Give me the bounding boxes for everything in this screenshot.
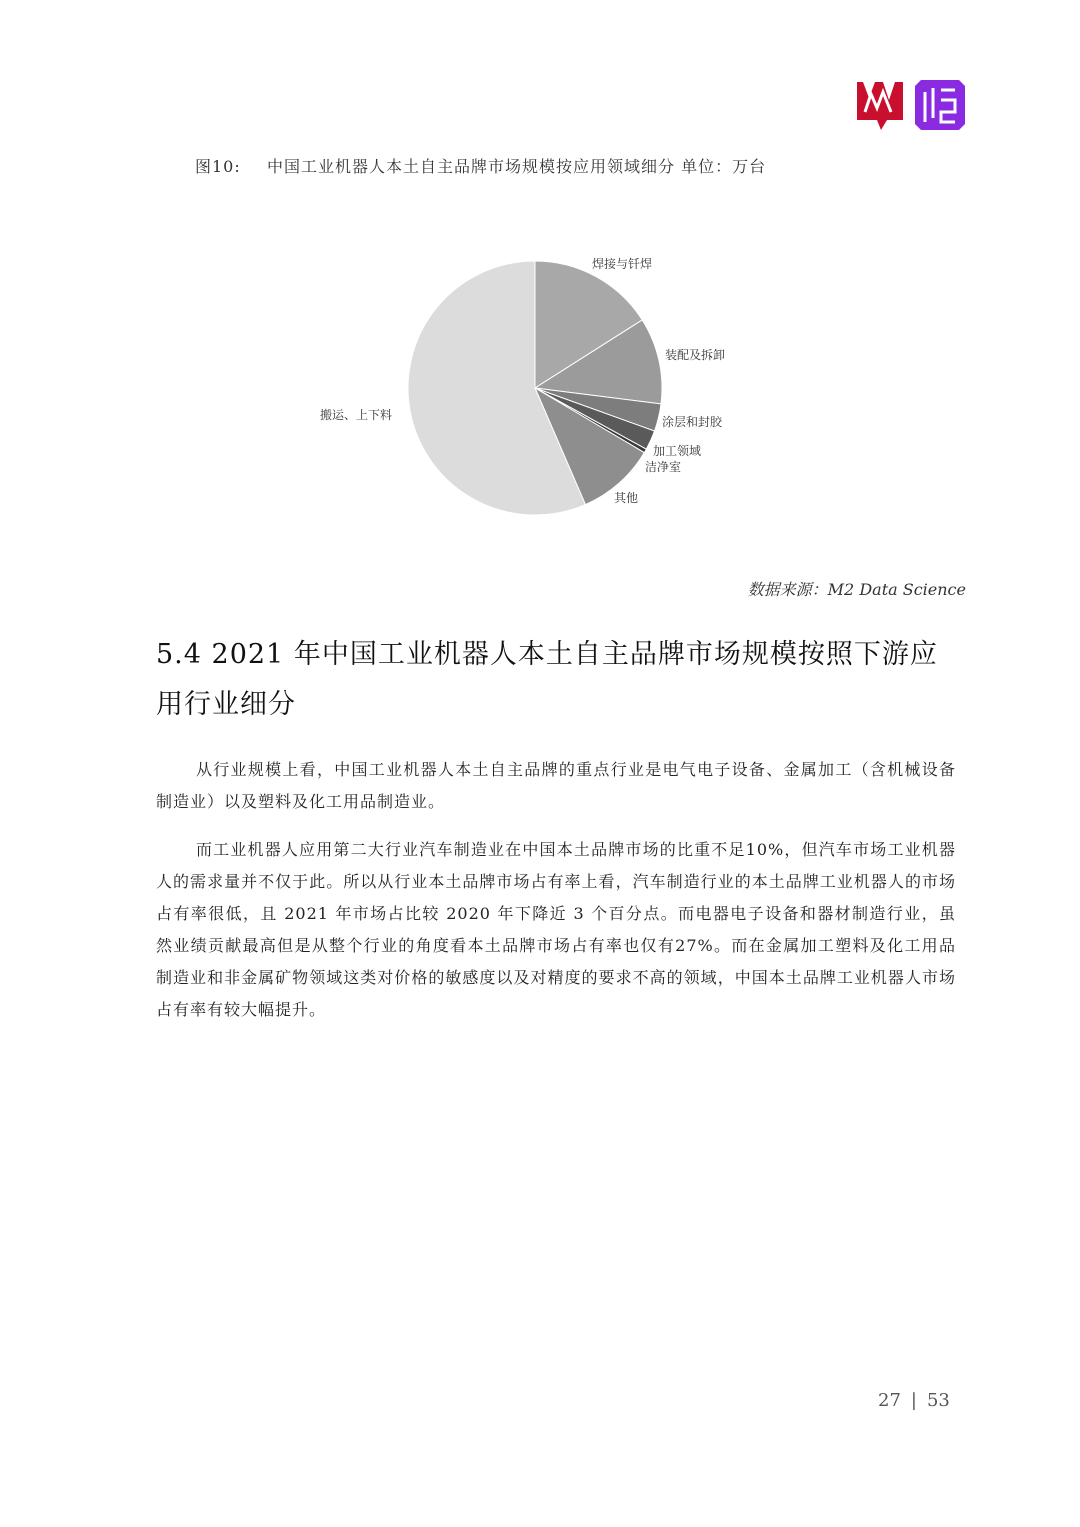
figure-number: 图10: — [195, 157, 241, 176]
logo-mark-red — [857, 82, 903, 130]
pie-chart-svg — [300, 230, 780, 540]
page-number — [878, 1390, 950, 1411]
paragraph-2: 而工业机器人应用第二大行业汽车制造业在中国本土品牌市场的比重不足10%，但汽车市场工业机器人的需求量并不仅于此。所以从行业本土品牌市场占有率上看，汽车制造行业的本土品牌工业机器人的市场占有率很低，且 2021 年市场占比较 2020 年下降近 3 个百分点。而电器电子设备和器材制造行业，虽然业绩贡献最高但是从整个行业的角度看本土品牌市场占有率也仅有27%。而在金属加工塑料及化工用品制造业和非金属矿物领域这类对价格的敏感度以及对精度的要求不高的领域，中国本土品牌工业机器人市场占有率有较大幅提升。 — [156, 840, 956, 1019]
pie-slice-label: 洁净室 — [645, 460, 682, 474]
figure-title: 中国工业机器人本土自主品牌市场规模按应用领域细分 单位：万台 — [267, 157, 767, 176]
figure-caption — [195, 154, 766, 177]
pie-slice-label: 其他 — [614, 491, 639, 505]
brand-logo — [855, 78, 967, 132]
pie-slice-label: 加工领域 — [653, 444, 702, 458]
pie-slice-label: 装配及拆卸 — [665, 348, 726, 362]
pie-chart — [300, 230, 780, 540]
page-total: 53 — [926, 1390, 950, 1411]
section-heading: 5.4 2021 年中国工业机器人本土自主品牌市场规模按照下游应用行业细分 — [156, 639, 938, 720]
pie-slice-label: 搬运、上下料 — [320, 408, 393, 422]
page-separator: | — [910, 1390, 917, 1411]
page-current: 27 — [878, 1390, 901, 1411]
pie-slice-label: 涂层和封胶 — [662, 415, 723, 429]
pie-slice-label: 焊接与钎焊 — [592, 257, 653, 271]
data-source: 数据来源：M2 Data Science — [747, 580, 966, 599]
paragraph-1: 从行业规模上看，中国工业机器人本土自主品牌的重点行业是电气电子设备、金属加工（含机械设备制造业）以及塑料及化工用品制造业。 — [156, 760, 956, 811]
